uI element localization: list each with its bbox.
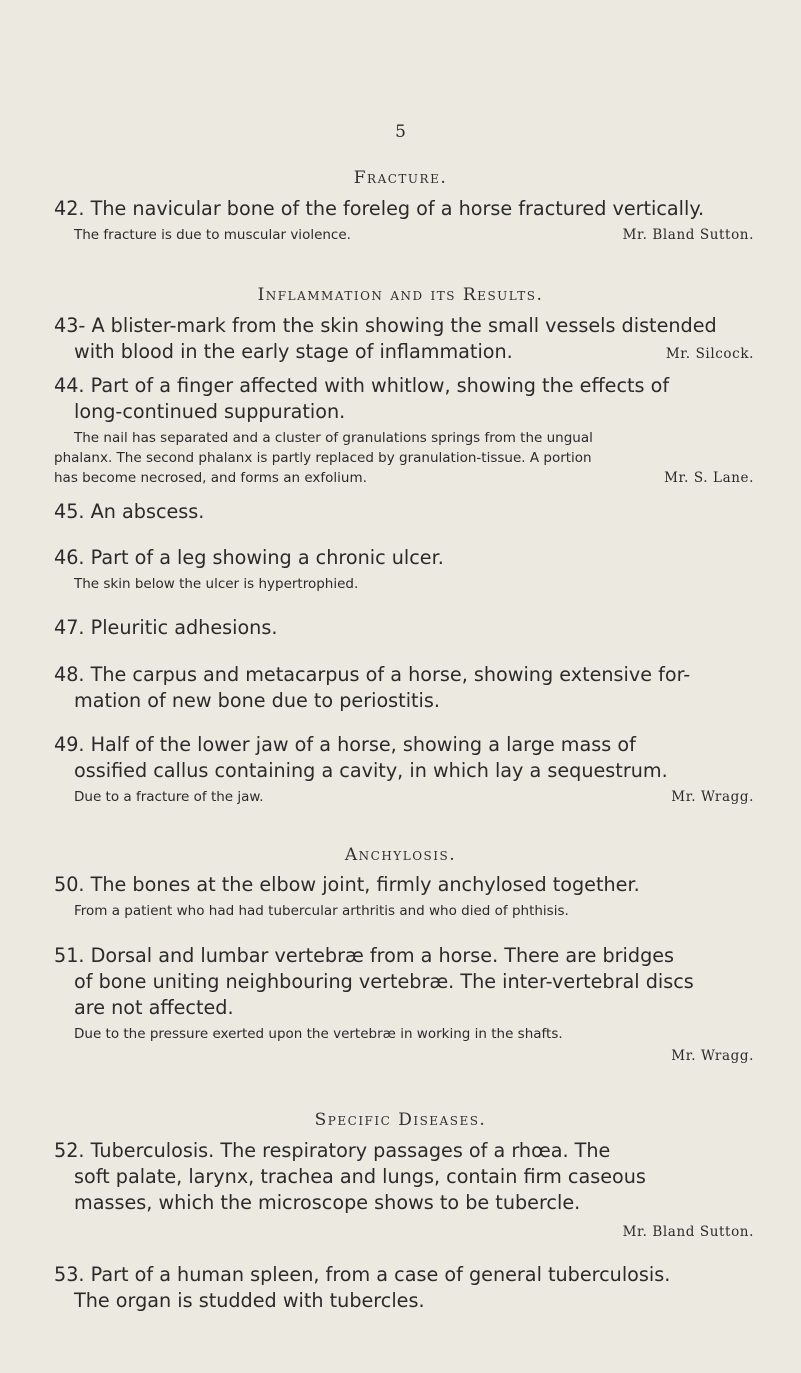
entry-number: 50. xyxy=(54,873,85,896)
entry-text: Part of a human spleen, from a case of general tuberculosis. xyxy=(90,1263,671,1286)
entry-43 xyxy=(54,313,754,367)
entry-number: 48. xyxy=(54,663,85,686)
entry-note: From a patient who had had tubercular arthritis and who died of phthisis. xyxy=(74,903,569,919)
entry-note: The fracture is due to muscular violence. xyxy=(74,227,351,243)
entry-52 xyxy=(54,1138,754,1242)
entry-number: 46. xyxy=(54,546,85,569)
entry-text: The navicular bone of the foreleg of a horse fractured vertically. xyxy=(90,197,705,220)
entry-48 xyxy=(54,662,754,714)
entry-53 xyxy=(54,1262,754,1314)
donor-name: Mr. Wragg. xyxy=(671,789,754,805)
donor-name: Mr. Bland Sutton. xyxy=(622,227,754,243)
entry-text: of bone uniting neighbouring vertebræ. The inter-vertebral discs xyxy=(74,970,694,993)
entry-text: A blister-mark from the skin showing the small vessels distended xyxy=(91,314,717,337)
entry-text: Dorsal and lumbar vertebræ from a horse. There are bridges xyxy=(90,944,675,967)
entry-46 xyxy=(54,545,754,594)
entry-49 xyxy=(54,732,754,807)
entry-number: 53. xyxy=(54,1263,85,1286)
entry-number: 42. xyxy=(54,197,85,220)
entry-note: The nail has separated and a cluster of granulations springs from the ungual xyxy=(74,430,593,446)
entry-45 xyxy=(54,499,754,525)
entry-number: 43- xyxy=(54,314,86,337)
entry-text: Tuberculosis. The respiratory passages of a rhœa. The xyxy=(90,1139,611,1162)
entry-number: 51. xyxy=(54,944,85,967)
entry-note: Due to a fracture of the jaw. xyxy=(74,789,264,805)
section-heading-inflammation: Inflammation and its Results. xyxy=(257,285,544,305)
entry-text: ossified callus containing a cavity, in which lay a sequestrum. xyxy=(74,759,668,782)
entry-text: long-continued suppuration. xyxy=(74,400,346,423)
donor-name: Mr. Wragg. xyxy=(671,1048,754,1064)
page-number: 5 xyxy=(395,122,406,142)
section-heading-specific-diseases: Specific Diseases. xyxy=(314,1110,487,1130)
entry-text: Pleuritic adhesions. xyxy=(90,616,278,639)
entry-note: has become necrosed, and forms an exfolium. xyxy=(54,470,367,486)
entry-note: Due to the pressure exerted upon the vertebræ in working in the shafts. xyxy=(74,1026,563,1042)
entry-44 xyxy=(54,373,754,488)
section-heading-anchylosis: Anchylosis. xyxy=(344,845,457,865)
donor-name: Mr. Silcock. xyxy=(665,346,754,362)
entry-text: An abscess. xyxy=(90,500,205,523)
entry-text: The bones at the elbow joint, firmly anchylosed together. xyxy=(90,873,640,896)
entry-text: soft palate, larynx, trachea and lungs, contain firm caseous xyxy=(74,1165,646,1188)
entry-number: 52. xyxy=(54,1139,85,1162)
donor-name: Mr. S. Lane. xyxy=(664,470,754,486)
entry-text: The carpus and metacarpus of a horse, showing extensive for- xyxy=(90,663,691,686)
entry-text: Part of a finger affected with whitlow, showing the effects of xyxy=(90,374,670,397)
entry-text: are not affected. xyxy=(74,996,234,1019)
entry-51 xyxy=(54,943,754,1066)
entry-42 xyxy=(54,196,754,245)
entry-number: 45. xyxy=(54,500,85,523)
entry-text: Half of the lower jaw of a horse, showing a large mass of xyxy=(90,733,636,756)
entry-number: 44. xyxy=(54,374,85,397)
entry-text: The organ is studded with tubercles. xyxy=(74,1289,425,1312)
entry-note: The skin below the ulcer is hypertrophied. xyxy=(74,576,359,592)
entry-50 xyxy=(54,872,754,921)
entry-47 xyxy=(54,615,754,641)
donor-name: Mr. Bland Sutton. xyxy=(622,1224,754,1240)
entry-number: 47. xyxy=(54,616,85,639)
entry-text: masses, which the microscope shows to be tubercle. xyxy=(74,1191,581,1214)
entry-note: phalanx. The second phalanx is partly replaced by granulation-tissue. A portion xyxy=(54,450,592,466)
section-heading-fracture: Fracture. xyxy=(353,168,448,188)
entry-text: with blood in the early stage of inflammation. xyxy=(74,340,513,363)
entry-number: 49. xyxy=(54,733,85,756)
entry-text: Part of a leg showing a chronic ulcer. xyxy=(90,546,444,569)
entry-text: mation of new bone due to periostitis. xyxy=(74,689,440,712)
